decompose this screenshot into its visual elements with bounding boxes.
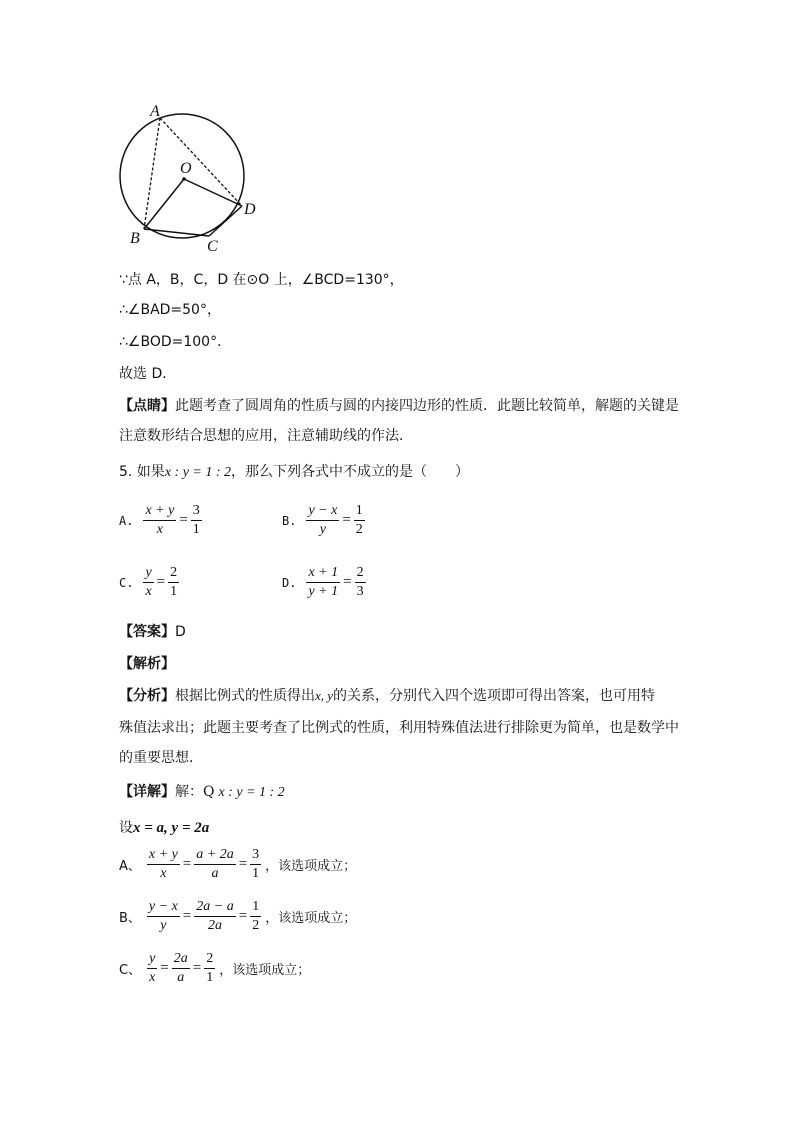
xiangjie-tag: 【详解】 <box>119 784 175 800</box>
segment-ob <box>144 179 184 229</box>
step-c-f2 <box>172 950 190 987</box>
option-d-den: y + 1 <box>308 584 339 599</box>
option-d-label: D. <box>282 575 297 590</box>
comment-text-1: 此题考查了圆周角的性质与圆的内接四边形的性质．此题比较简单，解题的关键是 <box>175 398 679 414</box>
step-a-n3: 3 <box>250 846 261 865</box>
set-line <box>119 818 209 838</box>
option-c-lhs <box>143 564 153 601</box>
segment-od <box>184 179 242 206</box>
step-c-tail: ，该选项成立； <box>219 963 311 978</box>
answer-tag: 【答案】 <box>119 624 175 640</box>
option-c <box>119 564 179 601</box>
step-b-f1 <box>147 898 180 935</box>
option-c-rhs <box>168 564 179 601</box>
step-b-tail: ，该选项成立； <box>265 911 357 926</box>
step-c-n1: y <box>147 950 157 969</box>
circle-diagram <box>112 96 272 256</box>
q5-suffix: ，那么下列各式中不成立的是（ ） <box>231 464 470 480</box>
equals-sign: = <box>182 856 192 872</box>
option-d-rnum: 2 <box>355 564 366 583</box>
equals-sign: = <box>238 908 248 924</box>
equals-sign: = <box>343 574 352 590</box>
equals-sign: = <box>156 574 166 590</box>
fenxi-line-2: 殊值法求出；此题主要考查了比例式的性质，利用特殊值法进行排除更为简单，也是数学中 <box>119 720 679 736</box>
fenxi-line-3: 的重要思想． <box>119 750 203 766</box>
step-a-d1: x <box>160 866 167 881</box>
step-b-d1: y <box>160 918 167 933</box>
label-b: B <box>130 230 140 247</box>
option-b-rden: 2 <box>355 522 363 537</box>
question-5-stem <box>119 462 469 483</box>
step-b-n2: 2a − a <box>194 898 235 917</box>
option-b-label: B. <box>282 513 297 528</box>
step-bod: ∴∠BOD=100°． <box>119 334 232 350</box>
option-c-label: C. <box>119 575 134 590</box>
given-line: ∵点 A，B，C，D 在⊙O 上，∠BCD=130°， <box>119 272 404 288</box>
option-b-lhs <box>306 502 339 539</box>
option-a-num: x + y <box>143 502 176 521</box>
step-c-d1: x <box>149 970 156 985</box>
step-b-f3 <box>250 898 261 935</box>
prev-answer: 故选 D． <box>119 366 177 382</box>
step-b-d2: 2a <box>207 918 222 933</box>
step-b-n1: y − x <box>147 898 180 917</box>
equals-sign: = <box>238 856 248 872</box>
step-c-f1 <box>147 950 157 987</box>
answer-value: D <box>175 624 186 640</box>
step-c-n3: 2 <box>204 950 215 969</box>
step-a-n2: a + 2a <box>194 846 235 865</box>
option-d <box>282 564 366 601</box>
option-d-rden: 3 <box>356 584 364 599</box>
because-symbol: Q <box>203 784 215 800</box>
step-c-d3: 1 <box>206 970 214 985</box>
equals-sign: = <box>179 512 188 528</box>
option-c-den: x <box>145 584 152 599</box>
option-d-lhs <box>306 564 340 601</box>
option-d-rhs <box>355 564 366 601</box>
option-c-rnum: 2 <box>168 564 179 583</box>
step-a-tail: ，该选项成立； <box>265 859 357 874</box>
option-b-den: y <box>319 522 326 537</box>
fenxi-vars: x, y <box>315 688 334 703</box>
option-d-num: x + 1 <box>306 564 340 583</box>
label-a: A <box>150 103 160 120</box>
step-a-d2: a <box>211 866 219 881</box>
q5-ratio: x : y = 1 : 2 <box>164 465 232 480</box>
option-a-lhs <box>143 502 176 539</box>
equals-sign: = <box>160 960 169 976</box>
segment-cd <box>209 206 242 236</box>
equals-sign: = <box>342 512 351 528</box>
equals-sign: = <box>192 960 202 976</box>
option-a-rhs <box>191 502 202 539</box>
step-b-d3: 2 <box>252 918 260 933</box>
option-a <box>119 502 202 539</box>
xiangjie-ratio: x : y = 1 : 2 <box>218 785 285 800</box>
step-a <box>119 846 356 883</box>
label-c: C <box>207 238 218 255</box>
option-a-rden: 1 <box>192 522 200 537</box>
comment-line-2: 注意数形结合思想的应用，注意辅助线的作法． <box>119 428 413 444</box>
fenxi-text-1a: 根据比例式的性质得出 <box>175 688 315 704</box>
fenxi-tag: 【分析】 <box>119 688 175 704</box>
step-b-f2 <box>194 898 235 935</box>
answer-line <box>119 622 186 642</box>
option-b-rhs <box>354 502 365 539</box>
label-d: D <box>244 201 256 218</box>
option-a-den: x <box>156 522 163 537</box>
step-a-label: A、 <box>119 859 141 874</box>
set-prefix: 设 <box>119 820 133 836</box>
option-b-num: y − x <box>306 502 339 521</box>
center-point <box>182 177 186 181</box>
step-a-f1 <box>147 846 180 883</box>
option-a-rnum: 3 <box>191 502 202 521</box>
segment-bc <box>144 229 209 236</box>
comment-line-1 <box>119 396 679 416</box>
fenxi-line-1 <box>119 686 655 706</box>
label-o: O <box>180 160 192 177</box>
step-a-f3 <box>250 846 261 883</box>
step-b-n3: 1 <box>250 898 261 917</box>
step-c-n2: 2a <box>172 950 190 969</box>
xiangjie-line <box>119 782 285 803</box>
step-b-label: B、 <box>119 911 141 926</box>
option-c-rden: 1 <box>170 584 178 599</box>
xiangjie-prefix: 解： <box>175 784 203 800</box>
step-a-d3: 1 <box>252 866 260 881</box>
equals-sign: = <box>182 908 192 924</box>
comment-tag: 【点睛】 <box>119 398 175 414</box>
step-a-n1: x + y <box>147 846 180 865</box>
fenxi-text-1b: 的关系，分别代入四个选项即可得出答案，也可用特 <box>333 688 656 704</box>
set-math: x = a, y = 2a <box>133 820 210 836</box>
step-c-f3 <box>204 950 215 987</box>
step-bad: ∴∠BAD=50°， <box>119 302 221 318</box>
q5-prefix: 5. 如果 <box>119 464 165 480</box>
option-c-num: y <box>143 564 153 583</box>
step-c <box>119 950 310 987</box>
step-a-f2 <box>194 846 235 883</box>
option-b <box>282 502 365 539</box>
option-a-label: A. <box>119 513 134 528</box>
option-b-rnum: 1 <box>354 502 365 521</box>
step-b <box>119 898 356 935</box>
analysis-tag: 【解析】 <box>119 656 175 672</box>
step-c-label: C、 <box>119 963 142 978</box>
step-c-d2: a <box>177 970 185 985</box>
